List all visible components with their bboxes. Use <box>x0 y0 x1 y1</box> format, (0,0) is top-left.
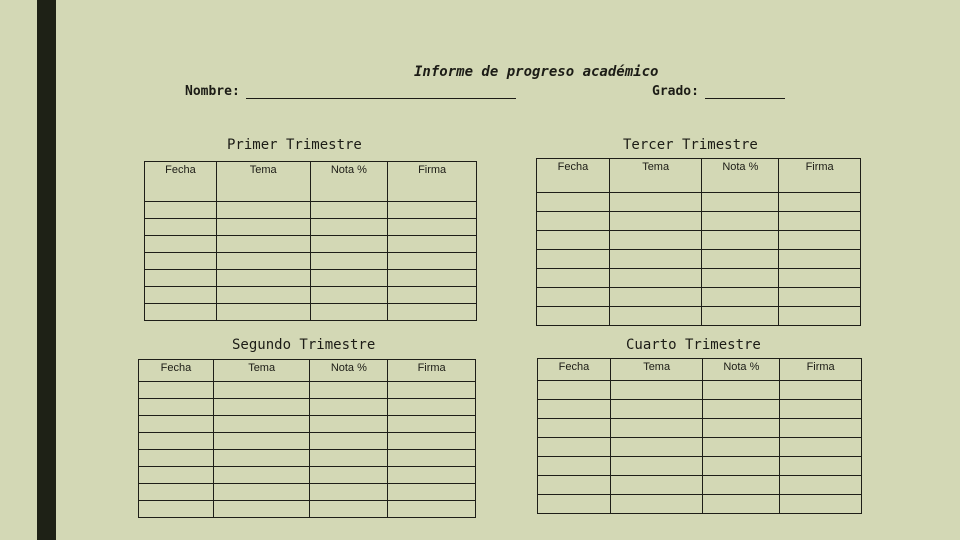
table-cell[interactable] <box>139 467 214 484</box>
table-cell[interactable] <box>388 467 476 484</box>
table-cell[interactable] <box>216 270 310 287</box>
table-cell[interactable] <box>610 476 703 495</box>
table-cell[interactable] <box>213 484 310 501</box>
document-title: Informe de progreso académico <box>414 64 659 80</box>
table-cell[interactable] <box>703 419 780 438</box>
table-cell[interactable] <box>388 399 476 416</box>
col-header-firma: Firma <box>779 159 861 193</box>
table-cell[interactable] <box>610 438 703 457</box>
col-header-tema: Tema <box>610 359 703 381</box>
table-cell[interactable] <box>310 416 388 433</box>
table-cell[interactable] <box>538 400 611 419</box>
table-cell[interactable] <box>310 219 388 236</box>
table-cell[interactable] <box>780 438 862 457</box>
table-row <box>139 450 476 467</box>
table-cell[interactable] <box>216 219 310 236</box>
table-cell[interactable] <box>388 484 476 501</box>
table-cell[interactable] <box>702 288 779 307</box>
table-cell[interactable] <box>310 287 388 304</box>
table-row <box>537 250 861 269</box>
table-cell[interactable] <box>779 231 861 250</box>
section-title-q1: Primer Trimestre <box>227 137 362 153</box>
table-cell[interactable] <box>388 287 477 304</box>
table-cell[interactable] <box>610 381 703 400</box>
table-row <box>538 381 862 400</box>
table-cell[interactable] <box>388 253 477 270</box>
table-cell[interactable] <box>213 433 310 450</box>
table-cell[interactable] <box>702 250 779 269</box>
table-cell[interactable] <box>537 269 610 288</box>
decorative-sidebar-bar <box>37 0 56 540</box>
table-cell[interactable] <box>388 270 477 287</box>
col-header-firma: Firma <box>388 360 476 382</box>
table-cell[interactable] <box>310 450 388 467</box>
table-cell[interactable] <box>703 438 780 457</box>
table-cell[interactable] <box>609 288 702 307</box>
table-cell[interactable] <box>388 304 477 321</box>
table-cell[interactable] <box>609 250 702 269</box>
table-cell[interactable] <box>779 212 861 231</box>
table-cell[interactable] <box>145 236 217 253</box>
table-row <box>139 433 476 450</box>
table-cell[interactable] <box>702 193 779 212</box>
table-row <box>139 399 476 416</box>
table-row <box>139 416 476 433</box>
table-cell[interactable] <box>780 419 862 438</box>
table-cell[interactable] <box>213 399 310 416</box>
table-cell[interactable] <box>702 307 779 326</box>
q3-table <box>536 158 861 326</box>
table-cell[interactable] <box>310 399 388 416</box>
table-cell[interactable] <box>213 501 310 518</box>
table-cell[interactable] <box>609 307 702 326</box>
table-cell[interactable] <box>703 495 780 514</box>
table-cell[interactable] <box>780 400 862 419</box>
table-cell[interactable] <box>310 236 388 253</box>
table-row <box>538 457 862 476</box>
table-row <box>537 193 861 212</box>
grade-label: Grado: <box>652 84 699 99</box>
table-row <box>538 400 862 419</box>
table-cell[interactable] <box>702 231 779 250</box>
table-row <box>537 269 861 288</box>
table-cell[interactable] <box>538 495 611 514</box>
table-cell[interactable] <box>216 304 310 321</box>
table-cell[interactable] <box>145 304 217 321</box>
table-row <box>145 287 477 304</box>
table-cell[interactable] <box>310 270 388 287</box>
q2-table-body <box>139 382 476 518</box>
col-header-nota: Nota % <box>703 359 780 381</box>
table-cell[interactable] <box>538 381 611 400</box>
table-row <box>537 288 861 307</box>
table-cell[interactable] <box>610 419 703 438</box>
col-header-tema: Tema <box>213 360 310 382</box>
table-cell[interactable] <box>780 457 862 476</box>
table-cell[interactable] <box>388 219 477 236</box>
table-cell[interactable] <box>779 288 861 307</box>
q4-table <box>537 358 862 514</box>
table-cell[interactable] <box>779 269 861 288</box>
table-cell[interactable] <box>610 400 703 419</box>
name-label: Nombre: <box>185 84 240 99</box>
table-cell[interactable] <box>779 193 861 212</box>
table-cell[interactable] <box>145 253 217 270</box>
table-cell[interactable] <box>537 307 610 326</box>
table-cell[interactable] <box>537 231 610 250</box>
table-cell[interactable] <box>703 476 780 495</box>
col-header-tema: Tema <box>609 159 702 193</box>
table-row <box>145 236 477 253</box>
table-row <box>139 382 476 399</box>
table-cell[interactable] <box>538 438 611 457</box>
table-cell[interactable] <box>609 193 702 212</box>
table-cell[interactable] <box>310 304 388 321</box>
table-cell[interactable] <box>139 501 214 518</box>
table-cell[interactable] <box>213 416 310 433</box>
table-cell[interactable] <box>702 269 779 288</box>
table-cell[interactable] <box>610 457 703 476</box>
table-cell[interactable] <box>145 287 217 304</box>
table-cell[interactable] <box>388 416 476 433</box>
table-cell[interactable] <box>139 484 214 501</box>
table-cell[interactable] <box>609 269 702 288</box>
table-cell[interactable] <box>213 382 310 399</box>
section-title-q2: Segundo Trimestre <box>232 337 376 353</box>
col-header-fecha: Fecha <box>145 162 217 202</box>
col-header-tema: Tema <box>216 162 310 202</box>
table-cell[interactable] <box>388 433 476 450</box>
col-header-firma: Firma <box>388 162 477 202</box>
table-cell[interactable] <box>780 381 862 400</box>
table-cell[interactable] <box>310 382 388 399</box>
table-cell[interactable] <box>609 231 702 250</box>
section-title-q4: Cuarto Trimestre <box>626 337 761 353</box>
table-cell[interactable] <box>388 501 476 518</box>
table-row <box>139 501 476 518</box>
table-cell[interactable] <box>537 212 610 231</box>
table-cell[interactable] <box>780 495 862 514</box>
table-cell[interactable] <box>216 202 310 219</box>
q4-table-body <box>538 381 862 514</box>
table-cell[interactable] <box>388 450 476 467</box>
table-cell[interactable] <box>310 501 388 518</box>
q1-table <box>144 161 477 321</box>
table-cell[interactable] <box>139 450 214 467</box>
table-cell[interactable] <box>779 250 861 269</box>
table-row <box>145 202 477 219</box>
table-cell[interactable] <box>139 433 214 450</box>
table-cell[interactable] <box>388 382 476 399</box>
col-header-fecha: Fecha <box>538 359 611 381</box>
table-cell[interactable] <box>216 253 310 270</box>
table-cell[interactable] <box>213 467 310 484</box>
table-cell[interactable] <box>310 433 388 450</box>
q3-table-body <box>537 193 861 326</box>
table-row <box>139 484 476 501</box>
table-cell[interactable] <box>610 495 703 514</box>
table-cell[interactable] <box>703 400 780 419</box>
table-cell[interactable] <box>537 250 610 269</box>
grade-field <box>652 84 785 99</box>
table-cell[interactable] <box>779 307 861 326</box>
table-cell[interactable] <box>702 212 779 231</box>
table-cell[interactable] <box>538 419 611 438</box>
table-cell[interactable] <box>310 467 388 484</box>
table-cell[interactable] <box>310 202 388 219</box>
table-row <box>139 467 476 484</box>
table-cell[interactable] <box>609 212 702 231</box>
table-row <box>145 219 477 236</box>
name-field <box>185 84 516 99</box>
table-cell[interactable] <box>388 202 477 219</box>
table-cell[interactable] <box>139 382 214 399</box>
table-row <box>145 253 477 270</box>
table-row <box>538 495 862 514</box>
table-cell[interactable] <box>310 253 388 270</box>
table-cell[interactable] <box>310 484 388 501</box>
table-row <box>145 304 477 321</box>
table-cell[interactable] <box>538 476 611 495</box>
table-row <box>538 476 862 495</box>
table-cell[interactable] <box>213 450 310 467</box>
col-header-nota: Nota % <box>310 162 388 202</box>
table-row <box>537 231 861 250</box>
table-row <box>538 438 862 457</box>
table-cell[interactable] <box>145 270 217 287</box>
section-title-q3: Tercer Trimestre <box>623 137 758 153</box>
col-header-nota: Nota % <box>702 159 779 193</box>
table-cell[interactable] <box>703 381 780 400</box>
table-cell[interactable] <box>703 457 780 476</box>
col-header-nota: Nota % <box>310 360 388 382</box>
table-row <box>537 307 861 326</box>
table-cell[interactable] <box>145 219 217 236</box>
table-cell[interactable] <box>145 202 217 219</box>
table-cell[interactable] <box>538 457 611 476</box>
table-cell[interactable] <box>537 288 610 307</box>
col-header-fecha: Fecha <box>139 360 214 382</box>
table-row <box>145 270 477 287</box>
q1-table-body <box>145 202 477 321</box>
col-header-firma: Firma <box>780 359 862 381</box>
q2-table <box>138 359 476 518</box>
table-cell[interactable] <box>216 236 310 253</box>
table-cell[interactable] <box>216 287 310 304</box>
table-cell[interactable] <box>780 476 862 495</box>
table-cell[interactable] <box>388 236 477 253</box>
table-row <box>538 419 862 438</box>
table-cell[interactable] <box>139 399 214 416</box>
table-row <box>537 212 861 231</box>
table-cell[interactable] <box>139 416 214 433</box>
grade-blank-line[interactable] <box>705 84 785 99</box>
table-cell[interactable] <box>537 193 610 212</box>
name-blank-line[interactable] <box>246 84 516 99</box>
col-header-fecha: Fecha <box>537 159 610 193</box>
